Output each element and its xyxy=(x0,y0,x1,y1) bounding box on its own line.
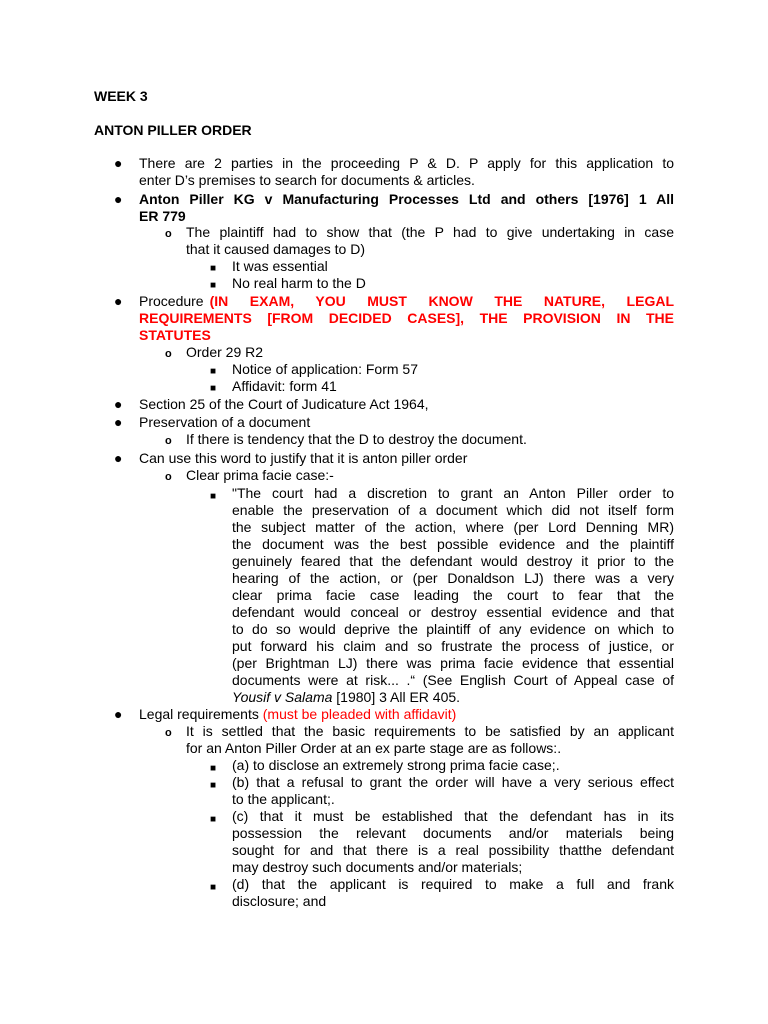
square-bullet-icon: ■ xyxy=(210,814,217,825)
requirement-d: (d) that the applicant is required to make a full and frank xyxy=(232,876,674,892)
quote-line: (per Brightman LJ) there was prima facie evidence that essential xyxy=(232,655,674,671)
list-item: No real harm to the D xyxy=(232,275,366,291)
quote-line: the document was the best possible evidence and the plaintiff xyxy=(232,536,674,552)
legal-requirements-label: Legal requirements xyxy=(139,706,263,722)
square-bullet-icon: ■ xyxy=(210,780,217,791)
list-item: Preservation of a document xyxy=(139,414,311,430)
paragraph-line: for an Anton Piller Order at an ex parte stage are as follows:. xyxy=(186,740,562,756)
bullet-icon: ● xyxy=(114,706,123,722)
requirement-b: to the applicant;. xyxy=(232,791,335,807)
quote-line: put forward his claim and so frustrate the process of justice, or xyxy=(232,638,674,654)
procedure-line xyxy=(139,293,674,310)
list-item: Affidavit: form 41 xyxy=(232,378,337,394)
paragraph-line: The plaintiff had to show that (the P had to give undertaking in case xyxy=(186,224,674,240)
quote-line: documents were at risk... .“ (See English Court of Appeal case of xyxy=(232,672,674,688)
paragraph-line: There are 2 parties in the proceeding P & D. P apply for this application to xyxy=(139,155,674,171)
quote-line: enable the preservation of a document which did not itself form xyxy=(232,502,674,518)
case-name: Yousif v Salama xyxy=(232,689,333,705)
square-bullet-icon: ■ xyxy=(210,263,217,274)
quote-line: clear prima facie case leading the court to fear that the xyxy=(232,587,674,603)
bullet-icon: ● xyxy=(114,293,123,309)
sub-bullet-icon: o xyxy=(165,435,172,447)
case-citation: [1980] 3 All ER 405. xyxy=(332,689,461,705)
exam-note: REQUIREMENTS [FROM DECIDED CASES], THE PROVISION IN THE xyxy=(139,310,674,326)
requirement-c: possession the relevant documents and/or materials being xyxy=(232,825,674,841)
bullet-icon: ● xyxy=(114,155,123,171)
requirement-d: disclosure; and xyxy=(232,893,327,909)
quote-line xyxy=(232,689,674,706)
list-item: Can use this word to justify that it is anton piller order xyxy=(139,450,468,466)
affidavit-note: (must be pleaded with affidavit) xyxy=(262,706,457,722)
sub-bullet-icon: o xyxy=(165,348,172,360)
paragraph-line: It is settled that the basic requirements to be satisfied by an applicant xyxy=(186,723,674,739)
quote-line: genuinely feared that the defendant would destroy it prior to the xyxy=(232,553,674,569)
quote-line: "The court had a discretion to grant an Anton Piller order to xyxy=(232,485,674,501)
list-item: It was essential xyxy=(232,258,328,274)
page-title: ANTON PILLER ORDER xyxy=(94,122,252,138)
square-bullet-icon: ■ xyxy=(210,280,217,291)
requirement-c: may destroy such documents and/or materials; xyxy=(232,859,523,875)
square-bullet-icon: ■ xyxy=(210,491,217,502)
requirement-b: (b) that a refusal to grant the order will have a very serious effect xyxy=(232,774,674,790)
square-bullet-icon: ■ xyxy=(210,383,217,394)
bullet-icon: ● xyxy=(114,450,123,466)
paragraph-line: enter D’s premises to search for documents & articles. xyxy=(139,172,475,188)
list-item: Section 25 of the Court of Judicature Act 1964, xyxy=(139,396,429,412)
case-citation-line: ER 779 xyxy=(139,208,186,224)
list-item: Order 29 R2 xyxy=(186,344,264,360)
paragraph-line: that it caused damages to D) xyxy=(186,241,365,257)
square-bullet-icon: ■ xyxy=(210,882,217,893)
requirement-a: (a) to disclose an extremely strong prima facie case;. xyxy=(232,757,560,773)
square-bullet-icon: ■ xyxy=(210,366,217,377)
exam-note: STATUTES xyxy=(139,327,211,343)
exam-note: (IN EXAM, YOU MUST KNOW THE NATURE, LEGAL xyxy=(209,293,674,309)
quote-line: to do so would deprive the plaintiff of any evidence on which to xyxy=(232,621,674,637)
list-item xyxy=(139,706,674,723)
sub-bullet-icon: o xyxy=(165,471,172,483)
case-citation-line: Anton Piller KG v Manufacturing Processes Ltd and others [1976] 1 All xyxy=(139,191,674,207)
week-heading: WEEK 3 xyxy=(94,88,148,104)
square-bullet-icon: ■ xyxy=(210,763,217,774)
procedure-label: Procedure xyxy=(139,293,204,309)
requirement-c: (c) that it must be established that the defendant has in its xyxy=(232,808,674,824)
bullet-icon: ● xyxy=(114,191,123,207)
requirement-c: sought for and that there is a real possibility thatthe defendant xyxy=(232,842,674,858)
list-item: Clear prima facie case:- xyxy=(186,467,334,483)
quote-line: hearing of the action, or (per Donaldson LJ) there was a very xyxy=(232,570,674,586)
list-item: If there is tendency that the D to destroy the document. xyxy=(186,431,527,447)
sub-bullet-icon: o xyxy=(165,228,172,240)
quote-line: defendant would conceal or destroy essential evidence and that xyxy=(232,604,674,620)
quote-line: the subject matter of the action, where (per Lord Denning MR) xyxy=(232,519,674,535)
list-item: Notice of application: Form 57 xyxy=(232,361,418,377)
bullet-icon: ● xyxy=(114,396,123,412)
bullet-icon: ● xyxy=(114,414,123,430)
sub-bullet-icon: o xyxy=(165,727,172,739)
